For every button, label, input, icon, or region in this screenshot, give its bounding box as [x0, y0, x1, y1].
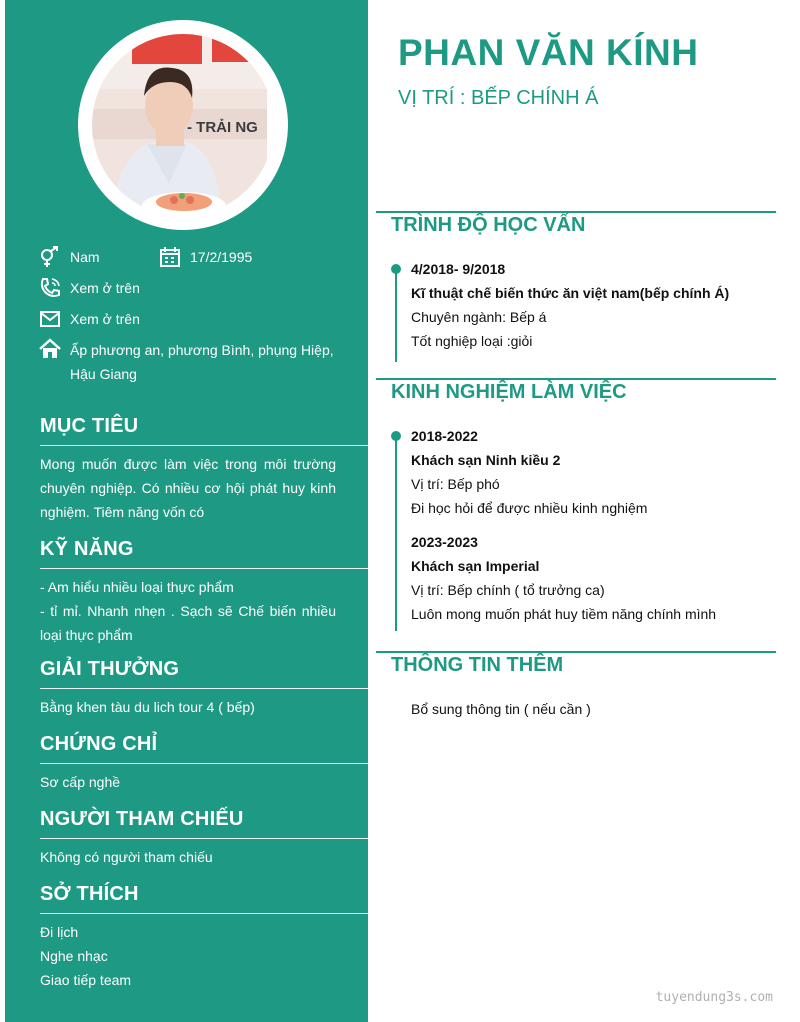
job-period: 2023-2023 — [411, 534, 478, 550]
list-item: - Am hiểu nhiều loại thực phẩm — [40, 579, 234, 595]
job-company: Khách sạn Ninh kiều 2 — [411, 452, 561, 468]
divider — [40, 688, 368, 689]
skills-title: KỸ NĂNG — [40, 538, 134, 560]
awards-title: GIẢI THƯỞNG — [40, 658, 180, 680]
education-major: Chuyên ngành: Bếp á — [411, 309, 547, 325]
divider — [40, 445, 368, 446]
avatar-frame — [78, 20, 288, 230]
email-icon — [39, 308, 61, 330]
awards-text: Bằng khen tàu du lich tour 4 ( bếp) — [40, 699, 255, 715]
references-title: NGƯỜI THAM CHIẾU — [40, 808, 244, 830]
certificates-text: Sơ cấp nghề — [40, 774, 121, 790]
education-title: TRÌNH ĐỘ HỌC VẤN — [391, 214, 586, 236]
education-period: 4/2018- 9/2018 — [411, 261, 506, 277]
gender-icon — [39, 246, 61, 268]
divider — [40, 838, 368, 839]
gender-text: Nam — [70, 249, 100, 265]
watermark: tuyendung3s.com — [655, 990, 773, 1005]
extra-info-text: Bổ sung thông tin ( nếu cần ) — [411, 701, 591, 717]
references-text: Không có người tham chiếu — [40, 849, 213, 865]
phone-text: Xem ở trên — [70, 280, 140, 296]
divider — [376, 651, 776, 653]
job-role: Vị trí: Bếp chính ( tổ trưởng ca) — [411, 582, 605, 598]
experience-entry — [411, 424, 781, 520]
timeline-line — [395, 435, 397, 631]
objective-title: MỤC TIÊU — [40, 415, 139, 437]
svg-text:- TRẢI NG: - TRẢI NG — [187, 119, 258, 136]
divider — [40, 913, 368, 914]
hobbies-title: SỞ THÍCH — [40, 883, 139, 905]
certificates-title: CHỨNG CHỈ — [40, 733, 158, 755]
avatar — [92, 34, 274, 216]
timeline-line — [395, 268, 397, 362]
candidate-name: PHAN VĂN KÍNH — [398, 32, 699, 73]
list-item: - tỉ mỉ. Nhanh nhẹn . Sạch sẽ Chế biến nhiều loại thực phẩm — [40, 603, 336, 643]
experience-entry — [411, 530, 781, 626]
job-role: Vị trí: Bếp phó — [411, 476, 500, 492]
job-company: Khách sạn Imperial — [411, 558, 540, 574]
calendar-icon — [159, 246, 181, 268]
sidebar — [5, 0, 368, 1022]
extra-info-title: THÔNG TIN THÊM — [391, 654, 564, 676]
home-icon — [39, 338, 61, 360]
list-item: Đi lịch — [40, 924, 79, 940]
address-text: Ấp phương an, phương Bình, phụng Hiệp, Hậu Giang — [70, 342, 334, 382]
divider — [40, 763, 368, 764]
job-period: 2018-2022 — [411, 428, 478, 444]
list-item: Giao tiếp team — [40, 972, 132, 988]
education-entry — [411, 257, 781, 353]
job-note: Đi học hỏi để được nhiều kinh nghiệm — [411, 500, 648, 516]
timeline-dot — [391, 431, 401, 441]
divider — [376, 378, 776, 380]
birthdate-text: 17/2/1995 — [190, 249, 253, 265]
list-item: Nghe nhạc — [40, 948, 108, 964]
education-school: Kĩ thuật chế biến thức ăn việt nam(bếp chính Á) — [411, 285, 730, 301]
hobbies-list — [40, 920, 336, 992]
phone-icon — [39, 277, 61, 299]
job-note: Luôn mong muốn phát huy tiềm năng chính mình — [411, 606, 717, 622]
divider — [40, 568, 368, 569]
email-text: Xem ở trên — [70, 311, 140, 327]
candidate-position: VỊ TRÍ : BẾP CHÍNH Á — [398, 87, 599, 109]
objective-text: Mong muốn được làm việc trong môi trường chuyên nghiệp. Có nhiều cơ hội phát huy kinh nghiệm. Tiêm năng vốn có — [40, 456, 336, 520]
skills-list — [40, 575, 336, 647]
divider — [376, 211, 776, 213]
experience-title: KINH NGHIỆM LÀM VIỆC — [391, 381, 627, 403]
education-result: Tốt nghiệp loại :giỏi — [411, 333, 533, 349]
timeline-dot — [391, 264, 401, 274]
